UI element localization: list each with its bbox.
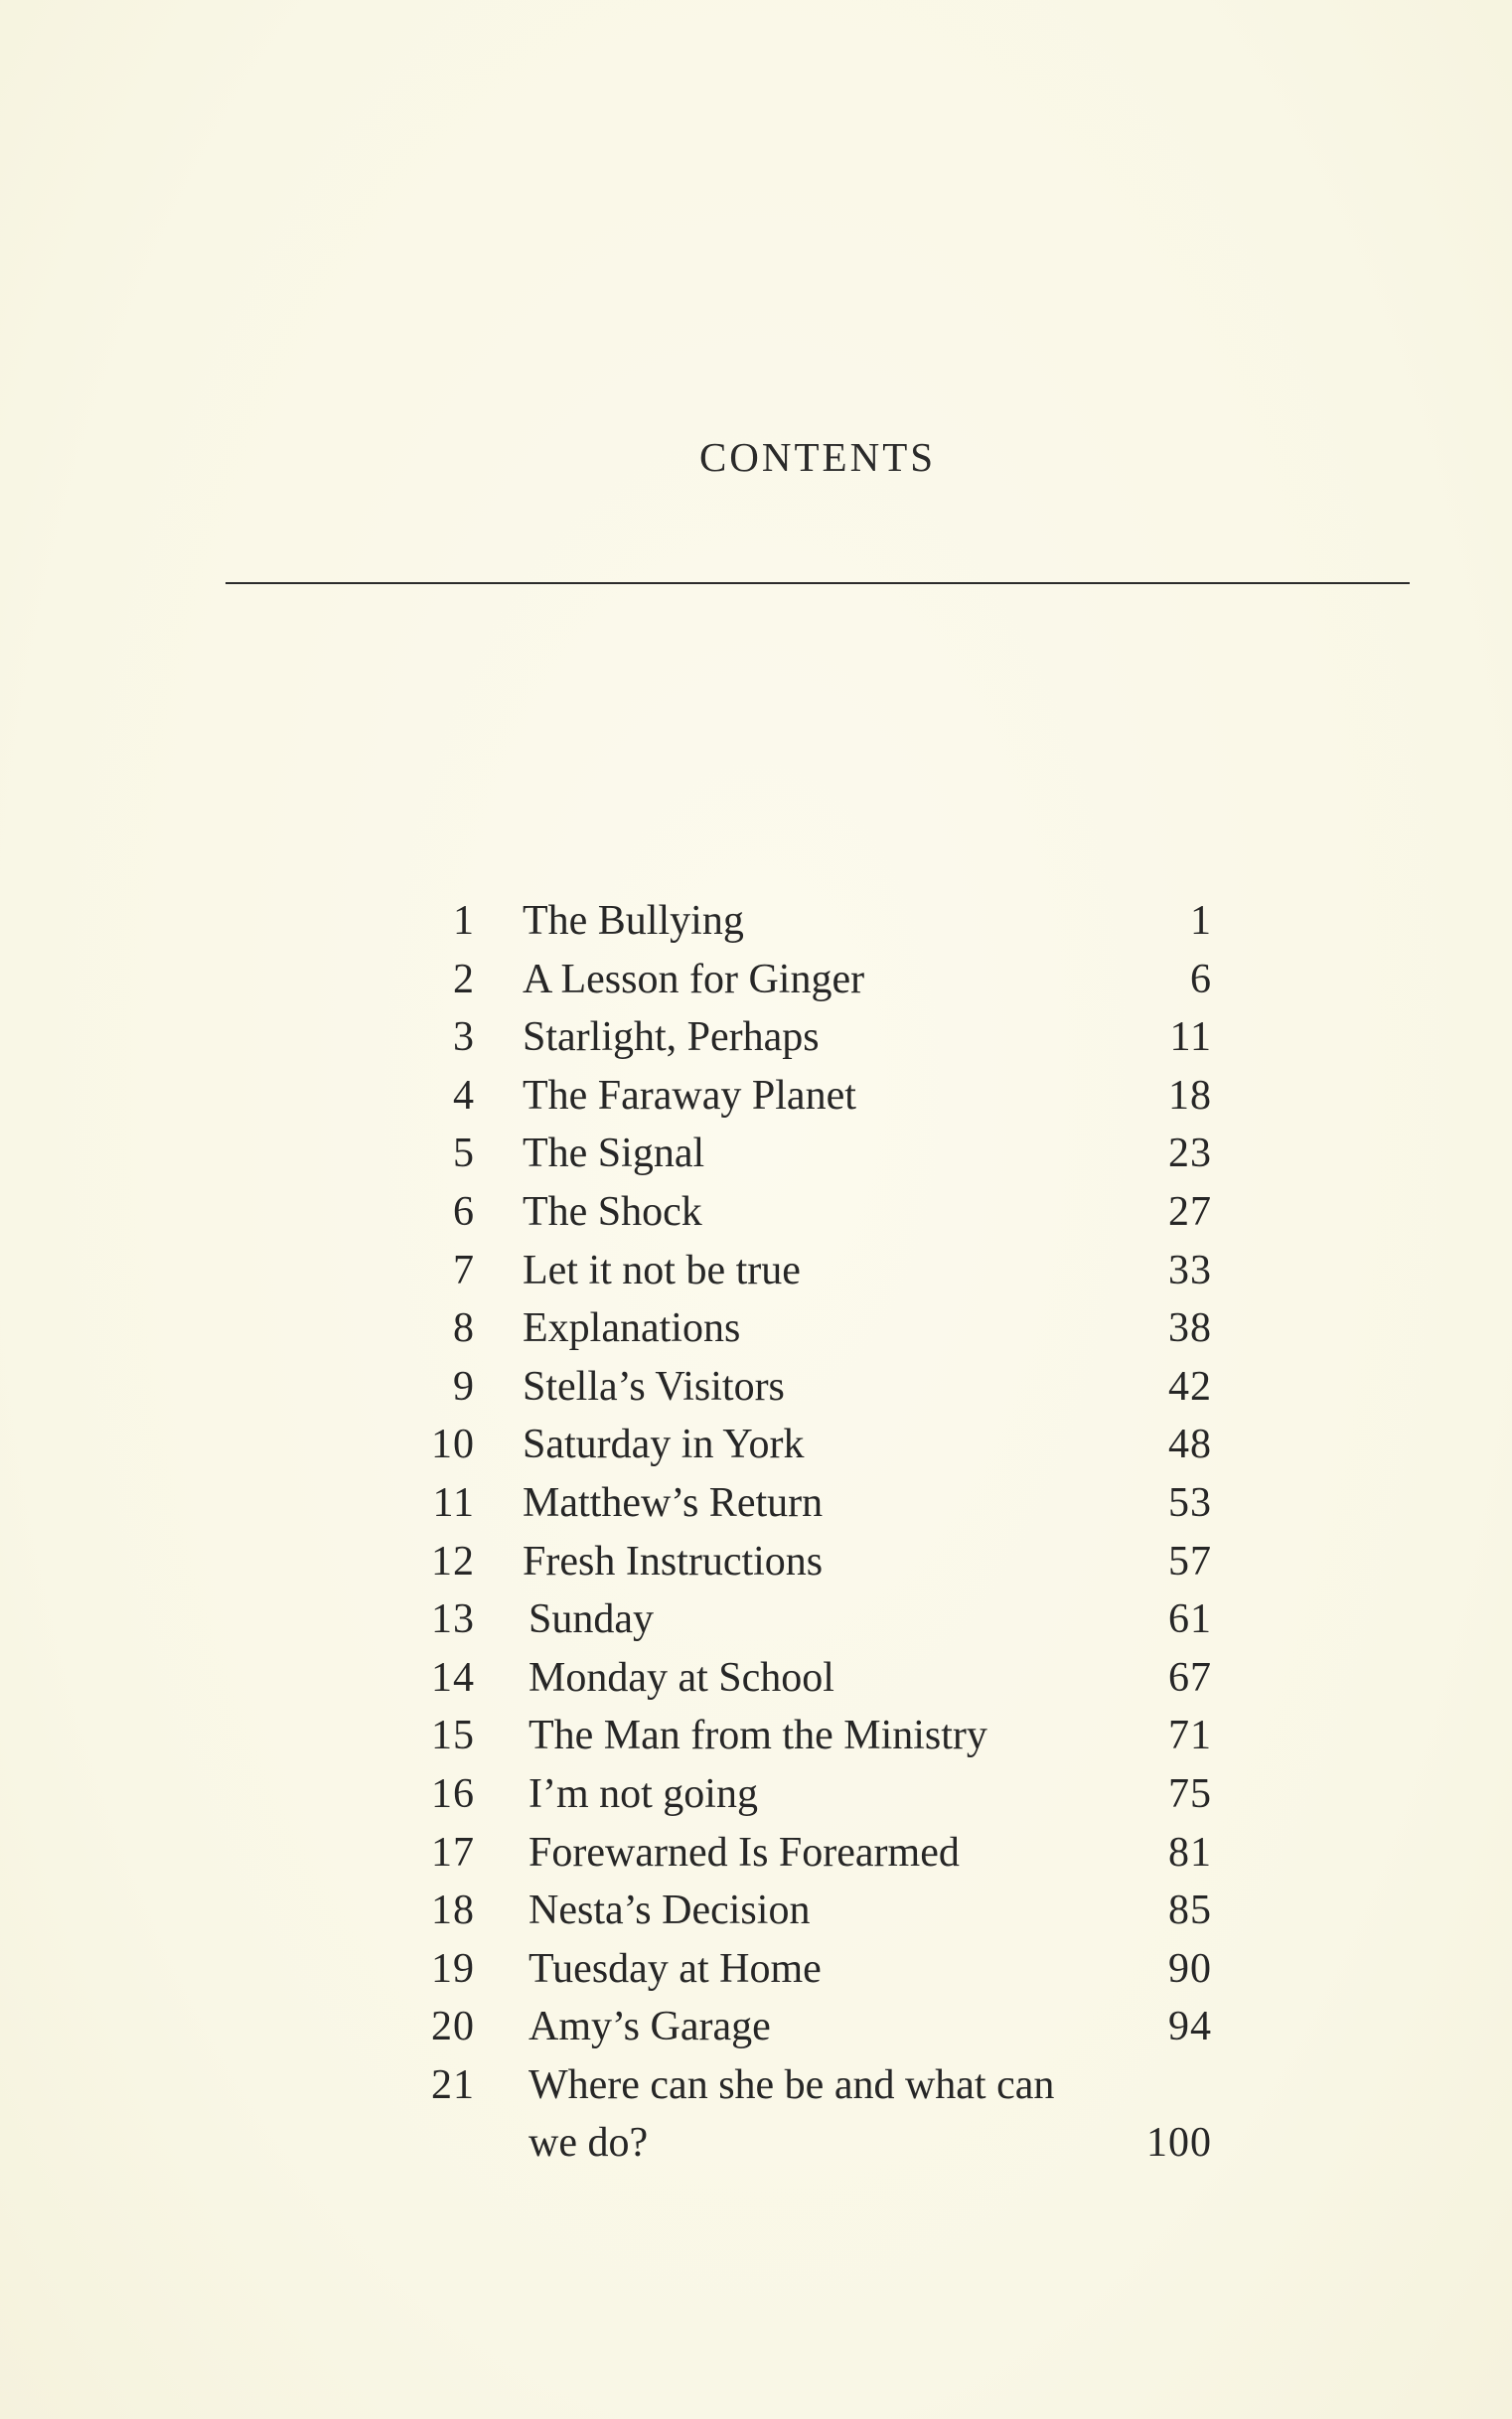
chapter-number: 20	[431, 2004, 475, 2050]
toc-entry	[0, 892, 1512, 951]
chapter-number: 12	[431, 1538, 475, 1585]
toc-entry	[0, 1590, 1512, 1649]
chapter-title: I’m not going	[529, 1770, 758, 1817]
toc-entry	[0, 1940, 1512, 1999]
page-number: 11	[1169, 1014, 1212, 1061]
toc-entry	[0, 1824, 1512, 1883]
page-number: 33	[1168, 1247, 1212, 1293]
toc-entry	[0, 1882, 1512, 1940]
page-number: 85	[1168, 1888, 1212, 1934]
chapter-number: 11	[432, 1479, 475, 1526]
toc-entry	[0, 1416, 1512, 1474]
page-number: 94	[1168, 2004, 1212, 2050]
chapter-title: The Faraway Planet	[523, 1072, 856, 1119]
chapter-title: Monday at School	[529, 1654, 834, 1701]
chapter-number: 4	[453, 1072, 475, 1119]
toc-entry	[0, 1067, 1512, 1126]
page-number: 27	[1168, 1188, 1212, 1235]
chapter-number: 17	[431, 1829, 475, 1876]
chapter-title: Forewarned Is Forearmed	[529, 1829, 960, 1876]
chapter-number: 13	[431, 1596, 475, 1643]
page-number: 75	[1168, 1770, 1212, 1817]
chapter-number: 1	[453, 898, 475, 944]
chapter-number: 18	[431, 1888, 475, 1934]
page-number: 6	[1190, 956, 1212, 1002]
page-number: 23	[1168, 1131, 1212, 1177]
toc-entry	[0, 1183, 1512, 1242]
chapter-title: Where can she be and what can we do?	[529, 2061, 1055, 2167]
chapter-number: 5	[453, 1131, 475, 1177]
toc-entry	[0, 1533, 1512, 1591]
page-number: 81	[1168, 1829, 1212, 1876]
page-number: 38	[1168, 1305, 1212, 1352]
chapter-title: Matthew’s Return	[523, 1479, 824, 1526]
chapter-number: 15	[431, 1713, 475, 1759]
chapter-number: 19	[431, 1945, 475, 1992]
toc-entry	[0, 1242, 1512, 1300]
toc-entry	[0, 1998, 1512, 2056]
toc-entry	[0, 1125, 1512, 1183]
chapter-number: 16	[431, 1770, 475, 1817]
toc-entry	[0, 1299, 1512, 1358]
page-number: 42	[1168, 1363, 1212, 1410]
chapter-title: The Shock	[523, 1188, 702, 1235]
chapter-number: 3	[453, 1014, 475, 1061]
page-number: 1	[1190, 898, 1212, 944]
chapter-title: Explanations	[523, 1305, 741, 1352]
chapter-number: 21	[431, 2061, 475, 2108]
toc-entry	[0, 1765, 1512, 1824]
chapter-title: Saturday in York	[523, 1422, 805, 1468]
chapter-title: Stella’s Visitors	[523, 1363, 785, 1410]
page-number: 100	[1146, 2120, 1212, 2167]
chapter-number: 8	[453, 1305, 475, 1352]
chapter-title: Sunday	[529, 1596, 654, 1643]
page-number: 67	[1168, 1654, 1212, 1701]
toc-entry	[0, 1649, 1512, 1708]
page-number: 48	[1168, 1422, 1212, 1468]
chapter-title: Starlight, Perhaps	[523, 1014, 820, 1061]
chapter-number: 10	[431, 1422, 475, 1468]
page-number: 61	[1168, 1596, 1212, 1643]
chapter-number: 9	[453, 1363, 475, 1410]
chapter-number: 7	[453, 1247, 475, 1293]
chapter-title: The Bullying	[523, 898, 744, 944]
chapter-number: 14	[431, 1654, 475, 1701]
chapter-title: The Man from the Ministry	[529, 1713, 987, 1759]
title-rule	[226, 582, 1410, 584]
chapter-number: 2	[453, 956, 475, 1002]
toc-entry	[0, 1474, 1512, 1533]
chapter-title: Fresh Instructions	[523, 1538, 824, 1585]
chapter-title: Nesta’s Decision	[529, 1888, 811, 1934]
chapter-number: 6	[453, 1188, 475, 1235]
page-number: 18	[1168, 1072, 1212, 1119]
chapter-title: Let it not be true	[523, 1247, 801, 1293]
toc-entry	[0, 2056, 1512, 2173]
page-number: 90	[1168, 1945, 1212, 1992]
page-number: 53	[1168, 1479, 1212, 1526]
toc-entry	[0, 1707, 1512, 1765]
toc-entry	[0, 951, 1512, 1009]
table-of-contents	[0, 892, 1512, 2173]
toc-entry	[0, 1358, 1512, 1417]
chapter-title: Amy’s Garage	[529, 2004, 771, 2050]
page-title: CONTENTS	[698, 434, 937, 480]
chapter-title: Tuesday at Home	[529, 1945, 822, 1992]
page-number: 57	[1168, 1538, 1212, 1585]
page-number: 71	[1168, 1713, 1212, 1759]
chapter-title: A Lesson for Ginger	[523, 956, 865, 1002]
toc-entry	[0, 1008, 1512, 1067]
chapter-title: The Signal	[523, 1131, 705, 1177]
